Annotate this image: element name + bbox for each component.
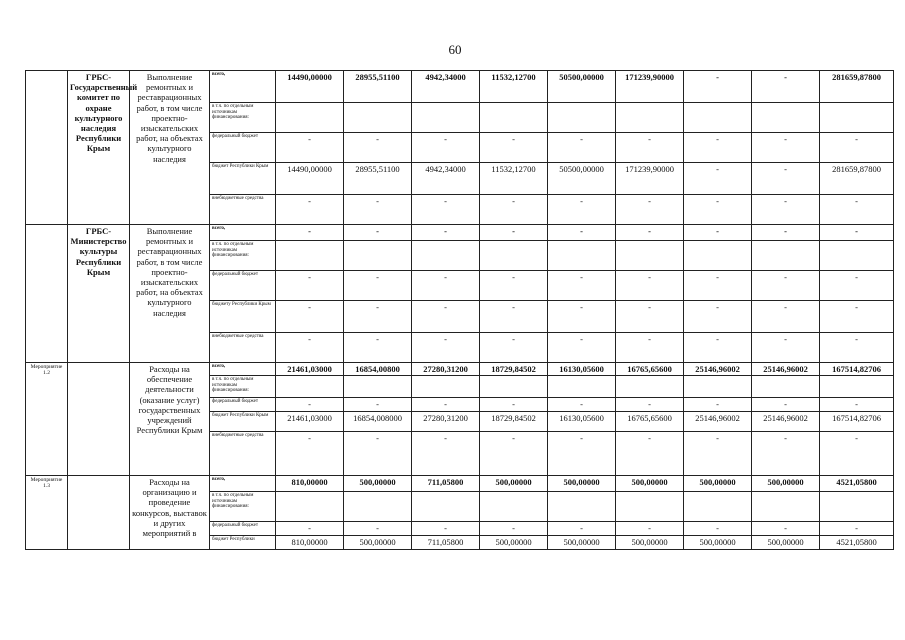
amount-cell: 16854,00800 <box>344 363 412 376</box>
amount-cell: - <box>752 522 820 536</box>
funding-source-label: бюджету Республики Крым <box>210 301 276 333</box>
amount-cell: - <box>820 522 894 536</box>
amount-cell: 4521,05800 <box>820 536 894 550</box>
amount-cell <box>344 492 412 522</box>
amount-cell <box>820 376 894 398</box>
amount-cell <box>344 376 412 398</box>
amount-cell: 711,05800 <box>412 536 480 550</box>
amount-cell: - <box>344 301 412 333</box>
amount-cell: - <box>480 271 548 301</box>
amount-cell: - <box>752 301 820 333</box>
executor-cell: ГРБС-Министерство культуры Республики Крым <box>68 225 130 363</box>
amount-cell: - <box>616 432 684 476</box>
amount-cell: - <box>752 398 820 412</box>
amount-cell: 27280,31200 <box>412 412 480 432</box>
amount-cell: 500,00000 <box>752 536 820 550</box>
funding-source-label: в т.ч. по отдельным источникам финансирования: <box>210 241 276 271</box>
amount-cell: - <box>616 522 684 536</box>
amount-cell: 25146,96002 <box>684 412 752 432</box>
amount-cell: - <box>344 271 412 301</box>
funding-source-label: всего, <box>210 225 276 241</box>
amount-cell: - <box>344 133 412 163</box>
amount-cell: 50500,00000 <box>548 71 616 103</box>
amount-cell: - <box>616 398 684 412</box>
amount-cell: 281659,87800 <box>820 71 894 103</box>
amount-cell: 27280,31200 <box>412 363 480 376</box>
amount-cell <box>412 492 480 522</box>
executor-cell <box>68 476 130 550</box>
amount-cell <box>616 492 684 522</box>
amount-cell: 167514,82706 <box>820 412 894 432</box>
amount-cell: - <box>480 195 548 225</box>
funding-source-label: внебюджетные средства <box>210 333 276 363</box>
amount-cell: - <box>344 225 412 241</box>
page-number: 60 <box>448 42 462 57</box>
event-description-cell: Расходы на обеспечение деятельности (оказание услуг) государственных учреждений Республики Крым <box>130 363 210 476</box>
amount-cell: 16130,05600 <box>548 412 616 432</box>
amount-cell <box>548 492 616 522</box>
amount-cell: 500,00000 <box>684 476 752 492</box>
amount-cell: - <box>276 432 344 476</box>
amount-cell: - <box>820 301 894 333</box>
amount-cell: 500,00000 <box>548 476 616 492</box>
amount-cell: 711,05800 <box>412 476 480 492</box>
event-number-cell <box>26 71 68 225</box>
amount-cell: - <box>412 398 480 412</box>
amount-cell: - <box>412 271 480 301</box>
amount-cell <box>684 376 752 398</box>
amount-cell: 18729,84502 <box>480 412 548 432</box>
funding-source-label: федеральный бюджет <box>210 398 276 412</box>
amount-cell: 28955,51100 <box>344 163 412 195</box>
amount-cell: 500,00000 <box>616 476 684 492</box>
amount-cell: - <box>684 271 752 301</box>
amount-cell <box>344 241 412 271</box>
amount-cell <box>480 492 548 522</box>
amount-cell: 16765,65600 <box>616 363 684 376</box>
amount-cell: - <box>820 432 894 476</box>
amount-cell: 4942,34000 <box>412 163 480 195</box>
amount-cell: - <box>412 195 480 225</box>
amount-cell: - <box>820 195 894 225</box>
amount-cell: - <box>480 522 548 536</box>
amount-cell: - <box>548 195 616 225</box>
amount-cell <box>480 103 548 133</box>
amount-cell <box>752 492 820 522</box>
amount-cell: 11532,12700 <box>480 71 548 103</box>
amount-cell <box>412 103 480 133</box>
amount-cell: - <box>820 133 894 163</box>
amount-cell <box>616 376 684 398</box>
amount-cell <box>752 241 820 271</box>
amount-cell <box>276 376 344 398</box>
budget-table <box>25 70 894 550</box>
amount-cell: 171239,90000 <box>616 163 684 195</box>
event-number-cell: Мероприятие 1.3 <box>26 476 68 550</box>
amount-cell: - <box>412 301 480 333</box>
amount-cell: - <box>820 398 894 412</box>
amount-cell <box>412 376 480 398</box>
amount-cell <box>548 103 616 133</box>
funding-source-label: в т.ч. по отдельным источникам финансирования: <box>210 376 276 398</box>
amount-cell: 500,00000 <box>684 536 752 550</box>
amount-cell: - <box>684 522 752 536</box>
funding-source-label: всего, <box>210 476 276 492</box>
event-number-cell: Мероприятие 1.2 <box>26 363 68 476</box>
amount-cell: - <box>616 133 684 163</box>
amount-cell: 500,00000 <box>344 476 412 492</box>
event-description-cell: Выполнение ремонтных и реставрационных работ, в том числе проектно-изыскательских работ, на объектах культурного наследия <box>130 225 210 363</box>
amount-cell: - <box>412 333 480 363</box>
amount-cell: 14490,00000 <box>276 163 344 195</box>
amount-cell: - <box>684 163 752 195</box>
amount-cell: - <box>412 432 480 476</box>
amount-cell: - <box>412 225 480 241</box>
amount-cell: - <box>480 225 548 241</box>
amount-cell: - <box>276 398 344 412</box>
amount-cell: - <box>684 432 752 476</box>
funding-source-label: внебюджетные средства <box>210 432 276 476</box>
amount-cell: - <box>548 333 616 363</box>
amount-cell: 500,00000 <box>344 536 412 550</box>
amount-cell: - <box>752 71 820 103</box>
table-row <box>26 363 894 376</box>
amount-cell: 21461,03000 <box>276 363 344 376</box>
amount-cell: 25146,96002 <box>684 363 752 376</box>
amount-cell: - <box>480 432 548 476</box>
amount-cell: - <box>684 398 752 412</box>
table-row <box>26 71 894 103</box>
amount-cell: 500,00000 <box>752 476 820 492</box>
amount-cell: - <box>480 133 548 163</box>
amount-cell: - <box>344 398 412 412</box>
amount-cell: - <box>752 163 820 195</box>
amount-cell <box>276 492 344 522</box>
amount-cell: 14490,00000 <box>276 71 344 103</box>
amount-cell: - <box>752 195 820 225</box>
amount-cell: - <box>344 333 412 363</box>
amount-cell: - <box>752 271 820 301</box>
amount-cell: 4521,05800 <box>820 476 894 492</box>
amount-cell: - <box>616 225 684 241</box>
amount-cell: 50500,00000 <box>548 163 616 195</box>
amount-cell: 500,00000 <box>616 536 684 550</box>
amount-cell <box>548 376 616 398</box>
amount-cell: 810,00000 <box>276 536 344 550</box>
amount-cell: - <box>548 301 616 333</box>
amount-cell: - <box>752 333 820 363</box>
amount-cell: - <box>616 271 684 301</box>
funding-source-label: федеральный бюджет <box>210 271 276 301</box>
amount-cell: - <box>684 225 752 241</box>
amount-cell: - <box>548 398 616 412</box>
amount-cell <box>276 103 344 133</box>
amount-cell: - <box>684 195 752 225</box>
amount-cell: - <box>548 225 616 241</box>
amount-cell: - <box>344 195 412 225</box>
amount-cell: - <box>684 71 752 103</box>
amount-cell: 11532,12700 <box>480 163 548 195</box>
amount-cell <box>344 103 412 133</box>
funding-source-label: бюджет Республики <box>210 536 276 550</box>
amount-cell <box>412 241 480 271</box>
funding-source-label: федеральный бюджет <box>210 133 276 163</box>
amount-cell: - <box>548 133 616 163</box>
amount-cell: - <box>820 271 894 301</box>
amount-cell: 16765,65600 <box>616 412 684 432</box>
amount-cell <box>752 376 820 398</box>
amount-cell: 25146,96002 <box>752 363 820 376</box>
amount-cell: - <box>480 398 548 412</box>
amount-cell: 16130,05600 <box>548 363 616 376</box>
amount-cell: 281659,87800 <box>820 163 894 195</box>
table-row <box>26 225 894 241</box>
funding-source-label: всего, <box>210 71 276 103</box>
amount-cell <box>548 241 616 271</box>
amount-cell <box>684 103 752 133</box>
amount-cell: 18729,84502 <box>480 363 548 376</box>
amount-cell: - <box>276 195 344 225</box>
executor-cell: ГРБС-Государственный комитет по охране культурного наследия Республики Крым <box>68 71 130 225</box>
amount-cell <box>480 241 548 271</box>
amount-cell <box>820 103 894 133</box>
amount-cell: - <box>412 133 480 163</box>
funding-source-label: внебюджетные средства <box>210 195 276 225</box>
amount-cell: 4942,34000 <box>412 71 480 103</box>
amount-cell: - <box>616 195 684 225</box>
amount-cell: - <box>480 301 548 333</box>
amount-cell: - <box>480 333 548 363</box>
amount-cell <box>820 492 894 522</box>
amount-cell: - <box>548 432 616 476</box>
amount-cell: 810,00000 <box>276 476 344 492</box>
amount-cell <box>480 376 548 398</box>
amount-cell: - <box>616 301 684 333</box>
amount-cell: 28955,51100 <box>344 71 412 103</box>
amount-cell <box>684 241 752 271</box>
amount-cell: - <box>344 432 412 476</box>
event-description-cell: Расходы на организацию и проведение конкурсов, выставок и других мероприятий в <box>130 476 210 550</box>
amount-cell: - <box>820 333 894 363</box>
amount-cell: - <box>412 522 480 536</box>
amount-cell: 500,00000 <box>480 476 548 492</box>
amount-cell: 16854,008000 <box>344 412 412 432</box>
amount-cell <box>684 492 752 522</box>
amount-cell: - <box>276 333 344 363</box>
amount-cell: - <box>752 432 820 476</box>
amount-cell <box>616 241 684 271</box>
amount-cell: 171239,90000 <box>616 71 684 103</box>
amount-cell: - <box>684 333 752 363</box>
funding-source-label: в т.ч. по отдельным источникам финансирования: <box>210 492 276 522</box>
amount-cell: - <box>276 133 344 163</box>
table-row <box>26 476 894 492</box>
funding-source-label: бюджет Республики Крым <box>210 412 276 432</box>
amount-cell: - <box>548 522 616 536</box>
amount-cell: - <box>548 271 616 301</box>
amount-cell: - <box>276 522 344 536</box>
amount-cell: - <box>752 133 820 163</box>
amount-cell: 21461,03000 <box>276 412 344 432</box>
amount-cell <box>752 103 820 133</box>
amount-cell <box>820 241 894 271</box>
amount-cell: - <box>276 271 344 301</box>
amount-cell: - <box>752 225 820 241</box>
amount-cell: - <box>276 225 344 241</box>
amount-cell <box>276 241 344 271</box>
amount-cell: - <box>684 301 752 333</box>
amount-cell: 500,00000 <box>548 536 616 550</box>
funding-source-label: бюджет Республики Крым <box>210 163 276 195</box>
funding-source-label: в т.ч. по отдельным источникам финансирования: <box>210 103 276 133</box>
amount-cell: 25146,96002 <box>752 412 820 432</box>
amount-cell: 167514,82706 <box>820 363 894 376</box>
event-number-cell <box>26 225 68 363</box>
amount-cell: - <box>616 333 684 363</box>
amount-cell: 500,00000 <box>480 536 548 550</box>
amount-cell: - <box>820 225 894 241</box>
amount-cell <box>616 103 684 133</box>
amount-cell: - <box>684 133 752 163</box>
funding-source-label: федеральный бюджет <box>210 522 276 536</box>
funding-source-label: всего, <box>210 363 276 376</box>
event-description-cell: Выполнение ремонтных и реставрационных работ, в том числе проектно-изыскательских работ, на объектах культурного наследия <box>130 71 210 225</box>
executor-cell <box>68 363 130 476</box>
amount-cell: - <box>276 301 344 333</box>
amount-cell: - <box>344 522 412 536</box>
